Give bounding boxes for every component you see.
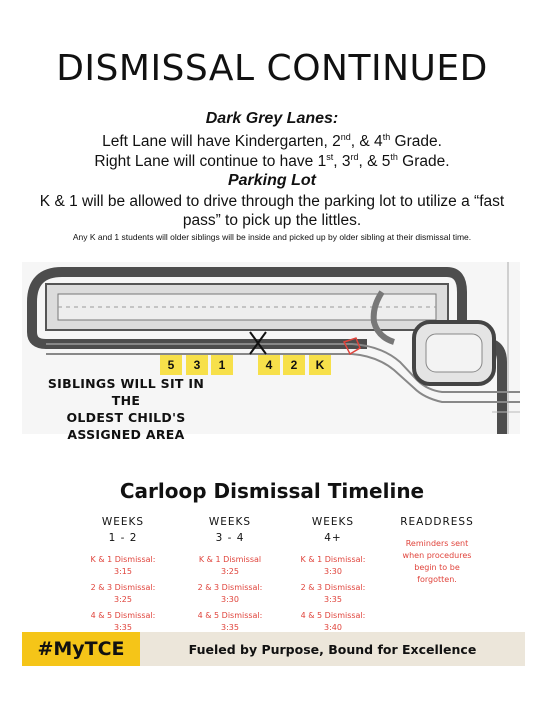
lane-badge-5: 5 [160,355,182,375]
dark-grey-lanes-heading: Dark Grey Lanes: [205,110,339,127]
lane-badge-1: 1 [211,355,233,375]
siblings-note: Any K and 1 students will older siblings will be inside and picked up by older sibling at their dismissal time. [72,232,472,242]
footer-banner [22,632,525,666]
timeline-col-weeks-4-plus: WEEKS 4+ K & 1 Dismissal: 3:30 2 & 3 Dismissal: 3:35 4 & 5 Dismissal: 3:40 [300,516,366,632]
parking-line-1: K & 1 will be allowed to drive through the parking lot to utilize a “fast [39,193,505,210]
lane-badge-k: K [309,355,331,375]
page-title: DISMISSAL CONTINUED [56,48,488,89]
timeline-col-weeks-3-4: WEEKS 3 - 4 K & 1 Dismissal 3:25 2 & 3 Dismissal: 3:30 4 & 5 Dismissal: 3:35 [197,516,263,632]
slogan-text: Fueled by Purpose, Bound for Excellence [188,641,477,657]
lane-badge-3: 3 [186,355,208,375]
parking-lot-heading: Parking Lot [227,172,316,189]
timeline-col-readdress: READDRESS Reminders sent when procedures begin to be forgotten. [400,516,474,584]
parking-line-2: pass” to pick up the littles. [182,212,362,229]
lane-badge-4: 4 [258,355,280,375]
right-lane-text: Right Lane will continue to have 1st, 3rd, & 5th Grade. [94,152,450,171]
timeline-col-weeks-1-2: WEEKS 1 - 2 K & 1 Dismissal: 3:15 2 & 3 Dismissal: 3:25 4 & 5 Dismissal: 3:35 [90,516,156,632]
timeline-title: Carloop Dismissal Timeline [119,479,425,503]
hashtag-label: #MyTCE [22,632,140,666]
lane-badge-2: 2 [283,355,305,375]
siblings-callout: SIBLINGS WILL SIT IN THE OLDEST CHILD'S ASSIGNED AREA [47,376,205,442]
left-lane-text: Left Lane will have Kindergarten, 2nd, & 4th Grade. [102,132,442,151]
